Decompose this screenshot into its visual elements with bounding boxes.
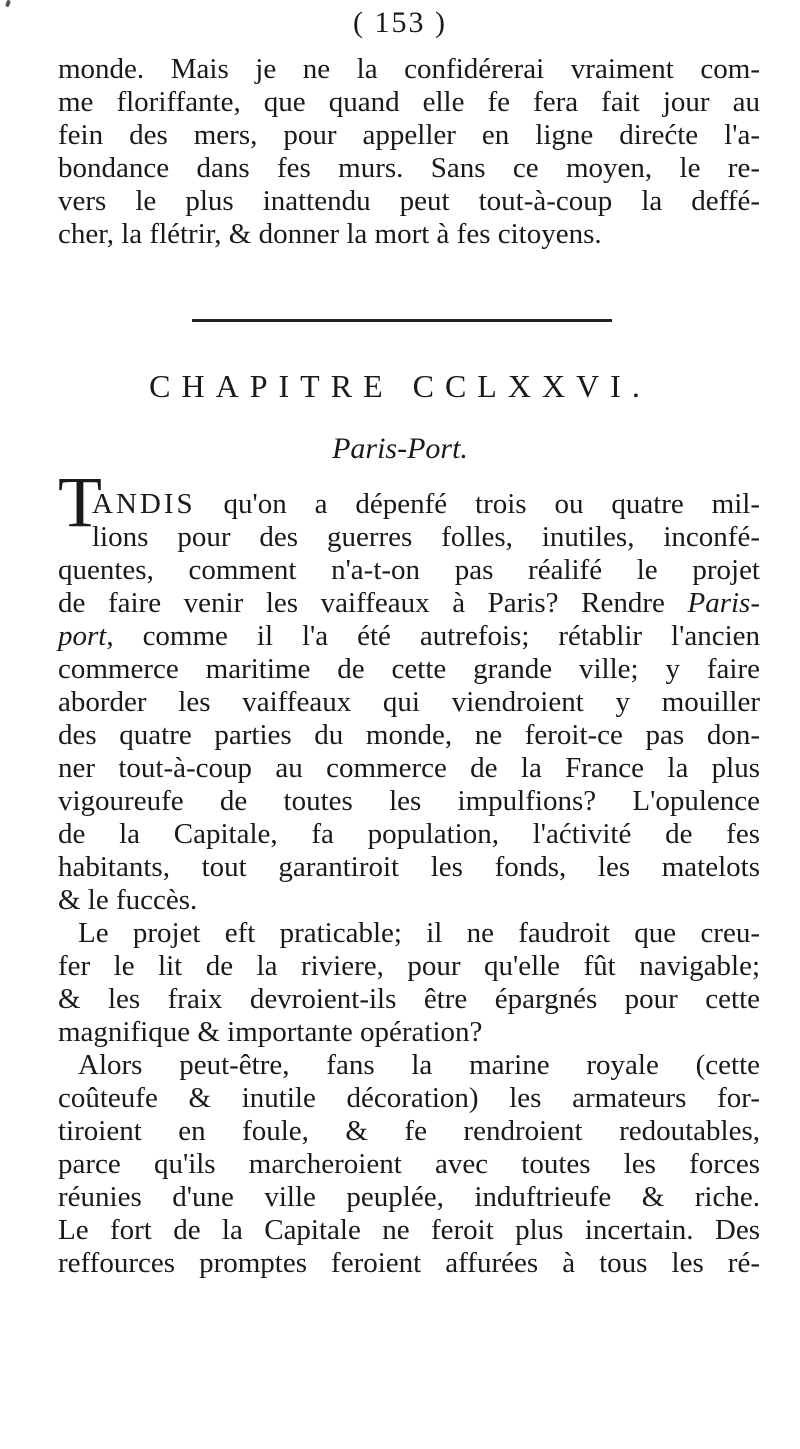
text-line: fein des mers, pour appeller en ligne direćte l'a-: [58, 119, 760, 151]
text-line: [58, 653, 760, 686]
opening-word: ANDIS: [92, 488, 196, 520]
line-text: de la Capitale, fa population, l'aćtivité de fes: [58, 818, 760, 850]
text-line: vers le plus inattendu peut tout-à-coup la deffé-: [58, 185, 760, 217]
text-line: [58, 917, 760, 950]
text-line: [58, 851, 760, 884]
text-line: [58, 1082, 760, 1115]
section-divider: [192, 319, 612, 322]
line-text: & les fraix devroient-ils être épargnés pour cette: [58, 983, 760, 1015]
text-line: bondance dans fes murs. Sans ce moyen, le re-: [58, 152, 760, 184]
text-line: [58, 1115, 760, 1148]
line-text: Le fort de la Capitale ne feroit plus incertain. Des: [58, 1214, 760, 1246]
text-line: me floriffante, que quand elle fe fera fait jour au: [58, 86, 760, 118]
opening-line-rest: qu'on a dépenfé trois ou quatre mil-: [223, 488, 761, 520]
line-text: réunies d'une ville peuplée, induftrieufe & riche.: [58, 1181, 760, 1213]
text-line: [58, 554, 760, 587]
line-text: de faire venir les vaiffeaux à Paris? Rendre: [58, 587, 688, 619]
text-line: [58, 719, 760, 752]
line-text: fer le lit de la riviere, pour qu'elle fût navigable;: [58, 950, 760, 982]
opening-line: [92, 488, 760, 521]
line-text: vigoureufe de toutes les impulfions? L'opulence: [58, 785, 760, 817]
line-text: ner tout-à-coup au commerce de la France la plus: [58, 752, 760, 784]
text-line: cher, la flétrir, & donner la mort à fes citoyens.: [58, 218, 602, 250]
text-line: [58, 785, 760, 818]
text-line: lions pour des guerres folles, inutiles, inconfé-: [92, 521, 760, 553]
line-text: coûteufe & inutile décoration) les armateurs for-: [58, 1082, 760, 1114]
text-line: [58, 752, 760, 785]
text-line: [58, 587, 760, 620]
previous-chapter-ending: [58, 53, 760, 251]
italic-word: port: [58, 620, 107, 652]
text-line: [58, 950, 760, 983]
text-line: [58, 983, 760, 1016]
line-text: , comme il l'a été autrefois; rétablir l'ancien: [106, 620, 760, 652]
text-line: [58, 1148, 760, 1181]
text-line: [58, 1214, 760, 1247]
text-line: [58, 686, 760, 719]
line-text: parce qu'ils marcheroient avec toutes les forces: [58, 1148, 760, 1180]
text-line: [58, 620, 760, 653]
text-line: [58, 1181, 760, 1214]
line-text: quentes, comment n'a-t-on pas réalifé le projet: [58, 554, 760, 586]
page-number: ( 153 ): [353, 6, 447, 39]
text-line: [58, 1247, 760, 1280]
drop-cap: T: [58, 462, 102, 542]
chapter-body: [58, 554, 760, 1280]
text-line: [58, 1016, 760, 1049]
line-text: des quatre parties du monde, ne feroit-ce pas don-: [58, 719, 760, 751]
line-text: reffources promptes feroient affurées à tous les ré-: [58, 1247, 760, 1279]
line-text: commerce maritime de cette grande ville; y faire: [58, 653, 760, 685]
line-text: magnifique & importante opération?: [58, 1016, 483, 1048]
line-text: aborder les vaiffeaux qui viendroient y mouiller: [58, 686, 760, 718]
text-line: [58, 1049, 760, 1082]
line-text: Le projet eft praticable; il ne faudroit que creu-: [78, 917, 760, 949]
chapter-subtitle: Paris-Port.: [332, 432, 468, 465]
chapter-heading: CHAPITRE CCLXXVI.: [149, 368, 651, 404]
line-text: Alors peut-être, fans la marine royale (cette: [78, 1049, 760, 1081]
line-text: & le fuccès.: [58, 884, 198, 916]
text-line: [58, 884, 760, 917]
line-text: tiroient en foule, & fe rendroient redoutables,: [58, 1115, 760, 1147]
chapter-opening: [92, 488, 760, 554]
text-line: monde. Mais je ne la confidérerai vraiment com-: [58, 53, 760, 85]
text-line: [58, 818, 760, 851]
italic-word: Paris-: [687, 587, 760, 619]
line-text: habitants, tout garantiroit les fonds, les matelots: [58, 851, 760, 883]
